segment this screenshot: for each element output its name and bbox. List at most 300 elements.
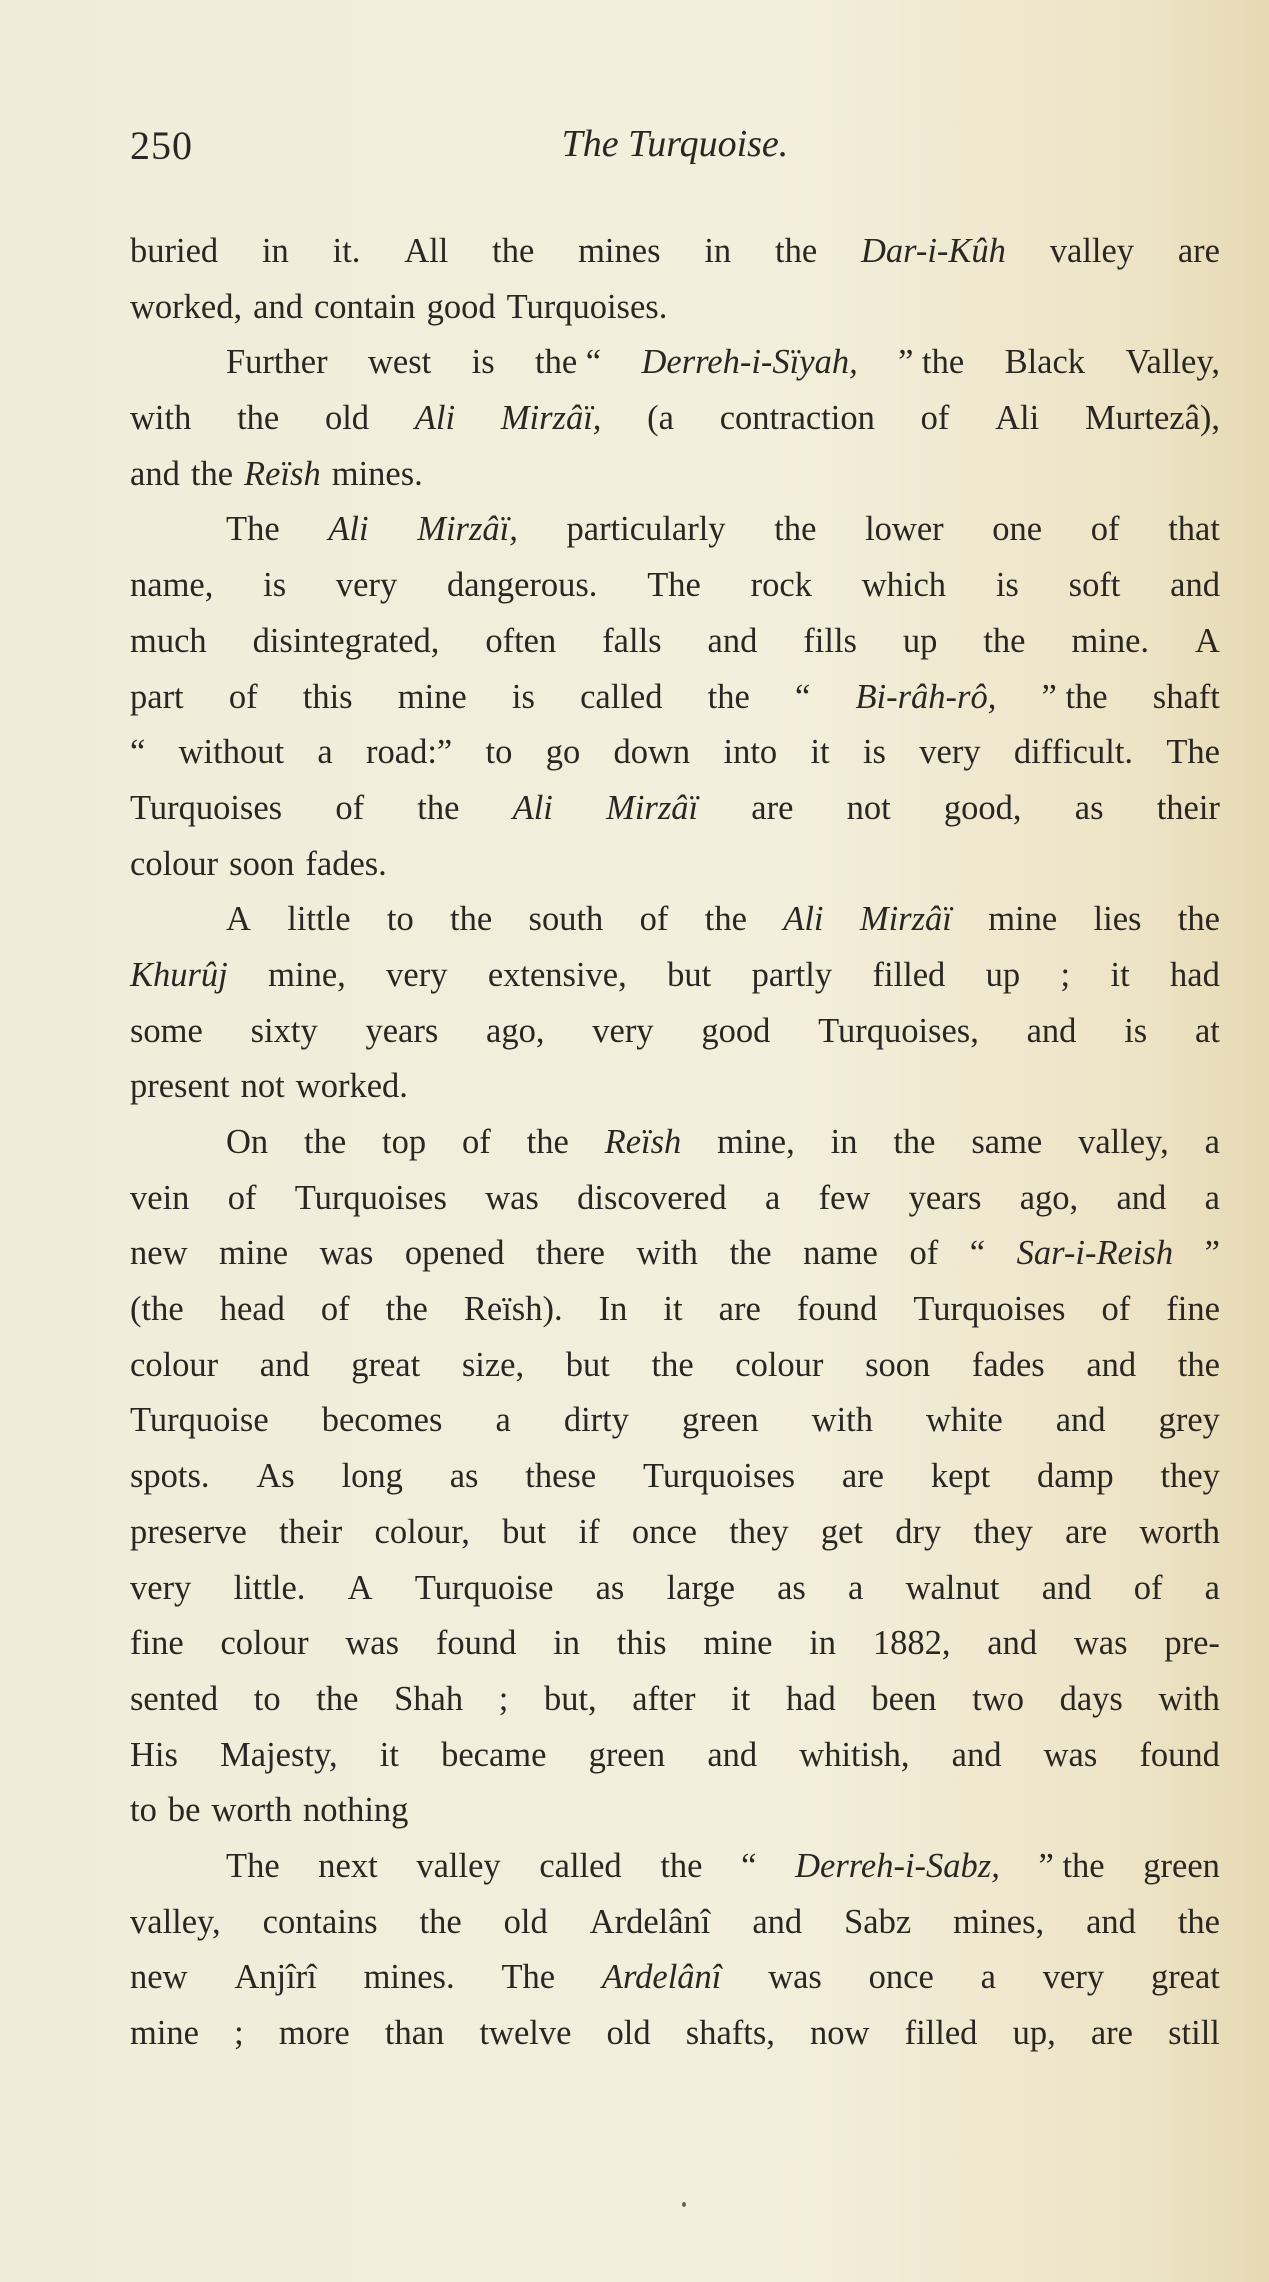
word: grey — [1158, 1401, 1220, 1440]
italic-word: Ali — [414, 399, 456, 438]
word: of — [320, 1290, 350, 1329]
word: a — [495, 1401, 511, 1440]
text-line — [130, 2006, 1220, 2062]
word: in — [809, 1624, 837, 1663]
text-line — [130, 892, 1220, 948]
word: with — [1158, 1679, 1220, 1718]
text-line — [130, 1616, 1220, 1672]
word: called — [580, 677, 663, 716]
word: the — [304, 1123, 347, 1161]
word: but — [667, 955, 712, 994]
italic-word: Mirzâï — [606, 788, 699, 827]
word: good, — [943, 788, 1022, 827]
word: valley, — [130, 1902, 221, 1941]
word: was — [319, 1234, 374, 1273]
word: white — [926, 1401, 1003, 1440]
word: their — [279, 1512, 343, 1551]
italic-word: Ali — [783, 900, 824, 939]
word: go — [545, 733, 581, 772]
word: rock — [750, 566, 812, 605]
word: had — [1170, 955, 1220, 994]
word: the — [660, 1846, 703, 1885]
word: Valley, — [1125, 343, 1220, 382]
word: mine — [703, 1624, 773, 1663]
word: All — [404, 232, 449, 270]
word: but — [565, 1345, 610, 1384]
word: colour — [220, 1624, 309, 1663]
word: often — [485, 621, 557, 660]
text-line — [130, 1226, 1220, 1282]
word: ; — [498, 1679, 509, 1718]
word: had — [785, 1679, 836, 1718]
italic-word: Sar-i-Reish — [1016, 1234, 1174, 1273]
word: is — [995, 566, 1019, 605]
word: days — [1059, 1679, 1123, 1718]
word: very — [130, 1568, 192, 1607]
word: and — [987, 1624, 1038, 1663]
word: ” — [1204, 1234, 1220, 1273]
word: down — [613, 733, 691, 772]
word: to — [253, 1679, 281, 1718]
word: soon — [229, 844, 295, 883]
word: fades — [971, 1345, 1045, 1384]
word: colour — [130, 1345, 219, 1384]
word: the — [417, 788, 460, 827]
word: Turquoises, — [818, 1011, 979, 1050]
word: without — [178, 733, 285, 772]
text-line — [130, 1950, 1220, 2006]
word: the — [1177, 1345, 1220, 1384]
word: of — [462, 1123, 491, 1161]
word: shafts, — [685, 2014, 775, 2052]
word: mines. — [363, 1958, 455, 1997]
word: is — [471, 343, 495, 382]
word: is — [263, 566, 287, 605]
word: than — [384, 2014, 445, 2052]
word: Turquoises — [642, 1457, 796, 1496]
word: the — [526, 1123, 569, 1161]
word: of — [228, 677, 258, 716]
word: but, — [543, 1679, 597, 1718]
word: with — [130, 399, 192, 438]
word: old — [606, 2014, 651, 2052]
word: few — [818, 1178, 871, 1217]
word: these — [525, 1457, 597, 1496]
word: falls — [602, 621, 662, 660]
word: ” the — [1038, 1846, 1105, 1885]
word: of — [909, 1234, 939, 1273]
word: south — [528, 900, 604, 939]
word: In — [598, 1290, 628, 1329]
word: green — [588, 1735, 666, 1774]
italic-word: Derreh-i-Sabz, — [795, 1846, 1000, 1885]
word: the — [1177, 1902, 1220, 1941]
word: the — [316, 1679, 359, 1718]
word: mine — [397, 677, 467, 716]
word: a — [1204, 1568, 1220, 1607]
word: was — [345, 1624, 400, 1663]
word: and — [951, 1735, 1002, 1774]
word: was — [768, 1958, 822, 1997]
word: shaft — [1152, 677, 1220, 716]
word: Majesty, — [220, 1735, 338, 1774]
word: now — [810, 2014, 870, 2052]
word: this — [302, 677, 353, 716]
word: and — [1026, 1011, 1077, 1050]
word: of — [1101, 1290, 1131, 1329]
word: Turquoises — [913, 1290, 1066, 1329]
word: dangerous. — [447, 566, 598, 605]
word: and — [1086, 1902, 1136, 1941]
word: mine, — [268, 955, 346, 994]
word: and — [130, 454, 180, 493]
text-line — [130, 1783, 1220, 1839]
word: vein — [130, 1178, 190, 1217]
word: twelve — [479, 2014, 572, 2052]
word: a — [317, 733, 333, 772]
word: discovered — [577, 1178, 727, 1217]
text-line — [130, 1449, 1220, 1505]
word: becomes — [321, 1401, 443, 1440]
page-number: 250 — [130, 123, 193, 168]
word: was — [485, 1178, 539, 1217]
word: worked, — [130, 287, 243, 326]
word: the — [774, 510, 817, 549]
word: up, — [1012, 2014, 1056, 2052]
word: worked. — [295, 1067, 408, 1106]
text-line — [130, 280, 1220, 336]
word: Anjîrî — [234, 1958, 317, 1997]
word: a — [1204, 1123, 1220, 1161]
word: extensive, — [487, 955, 627, 994]
word: Murtezâ), — [1084, 399, 1220, 438]
word: road:” — [366, 733, 453, 772]
word: found — [435, 1624, 517, 1663]
word: into — [723, 733, 778, 772]
word: the “ — [535, 343, 602, 382]
word: A — [1194, 621, 1220, 660]
word: more — [278, 2014, 350, 2052]
italic-word: Derreh-i-Sïyah, — [641, 343, 858, 382]
word: and — [253, 287, 303, 326]
word: that — [1168, 510, 1220, 549]
word: good — [701, 1011, 771, 1050]
word: (a — [647, 399, 674, 438]
word: once — [631, 1512, 697, 1551]
word: at — [1194, 1011, 1220, 1050]
word: two — [972, 1679, 1024, 1718]
word: His — [130, 1735, 178, 1774]
word: of — [920, 399, 950, 438]
word: years — [908, 1178, 982, 1217]
word: Ardelânî — [589, 1902, 711, 1941]
word: once — [868, 1958, 934, 1997]
word: green — [1143, 1846, 1220, 1885]
word: Black — [1004, 343, 1086, 382]
text-line — [130, 781, 1220, 837]
word: Sabz — [844, 1902, 912, 1941]
word: but — [502, 1512, 547, 1551]
word: very — [1042, 1958, 1105, 1997]
word: contains — [262, 1902, 378, 1941]
word: spots. — [130, 1457, 210, 1496]
word: the — [1177, 900, 1220, 939]
word: there — [536, 1234, 605, 1273]
word: and — [259, 1345, 310, 1384]
word: very — [386, 955, 448, 994]
word: Turquoises — [130, 788, 283, 827]
word: valley, — [1078, 1123, 1169, 1161]
word: found — [1139, 1735, 1220, 1774]
word: are — [751, 788, 794, 827]
word: they — [1160, 1457, 1220, 1496]
word: it — [663, 1290, 683, 1329]
word: this — [616, 1624, 667, 1663]
word: valley — [416, 1846, 501, 1885]
italic-word: Reïsh — [604, 1123, 682, 1161]
word: “ — [130, 733, 146, 772]
word: a — [1204, 1178, 1220, 1217]
word: be — [167, 1791, 201, 1830]
word: of — [1133, 1568, 1163, 1607]
word: mine, — [717, 1123, 795, 1161]
word: as — [595, 1568, 625, 1607]
word: “ — [794, 677, 811, 716]
word: whitish, — [799, 1735, 910, 1774]
word: get — [820, 1512, 863, 1551]
word: head — [219, 1290, 285, 1329]
word: “ — [741, 1846, 757, 1885]
word: some — [130, 1011, 203, 1050]
word: worth — [1139, 1512, 1220, 1551]
word: lower — [865, 510, 944, 549]
word: they — [973, 1512, 1033, 1551]
text-line — [130, 670, 1220, 726]
word: difficult. — [1013, 733, 1134, 772]
word: mine — [988, 900, 1058, 939]
word: of — [639, 900, 669, 939]
word: mine — [130, 2014, 199, 2052]
word: present — [130, 1067, 230, 1106]
word: ; — [1060, 955, 1071, 994]
word: disintegrated, — [252, 621, 440, 660]
word: ago, — [1019, 1178, 1079, 1217]
text-line — [130, 1895, 1220, 1951]
word: nothing — [303, 1791, 409, 1830]
word: as — [777, 1568, 806, 1607]
word: new — [130, 1958, 188, 1997]
word: valley — [1049, 232, 1135, 270]
word: found — [796, 1290, 878, 1329]
text-line — [130, 391, 1220, 447]
word: of — [1090, 510, 1120, 549]
word: in — [704, 232, 732, 270]
word: the — [893, 1123, 936, 1161]
word: west — [367, 343, 432, 382]
italic-word: Mirzâï — [859, 900, 952, 939]
word: large — [666, 1568, 735, 1607]
word: sixty — [250, 1011, 318, 1050]
word: and — [707, 621, 758, 660]
word: opened — [404, 1234, 505, 1273]
word: Reïsh). — [463, 1290, 563, 1329]
word: A — [226, 900, 251, 939]
word: lies — [1093, 900, 1142, 939]
word: and — [752, 1902, 803, 1941]
text-line — [130, 558, 1220, 614]
word: buried — [130, 232, 219, 270]
word: they — [729, 1512, 789, 1551]
body-text — [130, 224, 1220, 2062]
word: as — [1074, 788, 1104, 827]
italic-word: Ali — [512, 788, 553, 827]
text-line — [130, 725, 1220, 781]
word: The — [1166, 733, 1220, 772]
word: is — [511, 677, 535, 716]
word: in — [830, 1123, 858, 1161]
word: very — [335, 566, 398, 605]
word: the — [707, 677, 750, 716]
word: name — [803, 1234, 878, 1273]
word: after — [632, 1679, 696, 1718]
word: preserve — [130, 1512, 247, 1551]
word: to — [485, 733, 513, 772]
word: ago, — [486, 1011, 545, 1050]
word: the — [492, 232, 535, 270]
word: the — [651, 1345, 694, 1384]
word: and — [1055, 1401, 1106, 1440]
word: it — [810, 733, 830, 772]
word: great — [1150, 1958, 1220, 1997]
text-line — [130, 1338, 1220, 1394]
italic-word: Ardelânî — [601, 1958, 722, 1997]
word: “ — [969, 1234, 986, 1273]
word: mines, — [953, 1902, 1045, 1941]
word: not — [846, 788, 891, 827]
word: dirty — [563, 1401, 629, 1440]
word: ” the — [1041, 677, 1108, 716]
page-header — [130, 122, 1220, 172]
word: which — [861, 566, 947, 605]
word: of — [227, 1178, 257, 1217]
word: the — [774, 232, 818, 270]
word: Turquoises — [294, 1178, 447, 1217]
word: it — [731, 1679, 751, 1718]
word: the — [704, 900, 747, 939]
word: 1882, — [872, 1624, 951, 1663]
word: in — [553, 1624, 580, 1663]
text-line — [130, 1505, 1220, 1561]
word: the — [190, 454, 234, 493]
word: good — [426, 287, 496, 326]
word: and — [1170, 566, 1220, 605]
word: with — [811, 1401, 874, 1440]
word: of — [335, 788, 365, 827]
word: worth — [211, 1791, 292, 1830]
word: became — [441, 1735, 547, 1774]
word: particularly — [566, 510, 726, 549]
word: The — [226, 1846, 280, 1885]
word: The — [226, 510, 280, 549]
text-line — [130, 502, 1220, 558]
word: it — [1110, 955, 1130, 994]
word: the — [729, 1234, 772, 1273]
word: Further — [226, 343, 328, 382]
word: ” the — [898, 343, 965, 382]
word: are — [1090, 2014, 1133, 2052]
word: new — [130, 1234, 188, 1273]
word: mines. — [331, 454, 423, 493]
word: was — [1043, 1735, 1098, 1774]
word: filled — [904, 2014, 978, 2052]
paper-speck — [682, 2202, 686, 2207]
word: top — [382, 1123, 427, 1161]
word: green — [682, 1401, 759, 1440]
word: is — [862, 733, 886, 772]
word: years — [365, 1011, 439, 1050]
word: pre- — [1164, 1624, 1220, 1663]
italic-word: Khurûj — [130, 955, 228, 994]
word: are — [1177, 232, 1220, 270]
word: it. — [332, 232, 361, 270]
word: it — [379, 1735, 399, 1774]
word: ; — [234, 2014, 244, 2052]
word: fades. — [305, 844, 387, 883]
word: old — [503, 1902, 548, 1941]
text-line — [130, 1393, 1220, 1449]
word: colour — [735, 1345, 824, 1384]
word: mine — [219, 1234, 289, 1273]
text-line — [130, 1115, 1220, 1171]
word: Turquoise — [414, 1568, 554, 1607]
word: as — [449, 1457, 479, 1496]
word: called — [539, 1846, 622, 1885]
italic-word: Ali — [328, 510, 369, 549]
word: same — [971, 1123, 1043, 1161]
word: Turquoises. — [506, 287, 668, 326]
text-line — [130, 1561, 1220, 1617]
word: their — [1156, 788, 1220, 827]
word: name, — [130, 566, 214, 605]
word: old — [324, 399, 370, 438]
word: are — [841, 1457, 884, 1496]
word: next — [318, 1846, 378, 1885]
text-line — [130, 1171, 1220, 1227]
word: a — [980, 1958, 996, 1997]
word: is — [1124, 1011, 1148, 1050]
word: a — [764, 1178, 781, 1217]
word: the — [450, 900, 493, 939]
word: little — [287, 900, 351, 939]
text-line — [130, 1059, 1220, 1115]
word: very — [919, 733, 981, 772]
word: fine — [130, 1624, 184, 1663]
word: mine. — [1071, 621, 1150, 660]
word: As — [256, 1457, 295, 1496]
text-line — [130, 1282, 1220, 1338]
running-title: The Turquoise. — [561, 123, 789, 165]
italic-word: Reïsh — [244, 454, 321, 493]
word: The — [647, 566, 701, 605]
word: contraction — [719, 399, 875, 438]
word: great — [351, 1345, 421, 1384]
word: contain — [313, 287, 416, 326]
word: size, — [461, 1345, 525, 1384]
word: the — [237, 399, 280, 438]
word: the — [983, 621, 1026, 660]
word: the — [419, 1902, 462, 1941]
word: kept — [930, 1457, 991, 1496]
